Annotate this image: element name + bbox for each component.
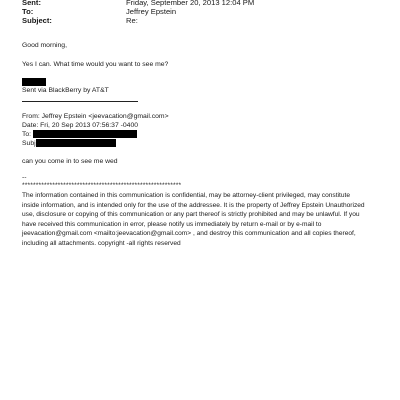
sent-value: Friday, September 20, 2013 12:04 PM (126, 0, 255, 7)
quoted-to-label: To: (22, 131, 32, 138)
redaction-block-sender-name (22, 78, 46, 86)
redaction-block-recipient (33, 130, 137, 138)
quoted-from-line: From: Jeffrey Epstein <jeevacation@gmail.com> (22, 113, 169, 120)
disclaimer-line: The information contained in this communication is confidential, may be attorney-client privileged, may constitute (22, 192, 351, 199)
subject-label: Subject: (22, 16, 52, 25)
sent-row (22, 0, 254, 7)
quoted-date-line: Date: Fri, 20 Sep 2013 07:56:37 -0400 (22, 122, 139, 129)
signature: Sent via BlackBerry by AT&T (22, 87, 109, 94)
disclaimer-line: inside information, and is intended only for the use of the addressee. It is the property of Jeffrey Epstein Unauthorized (22, 201, 365, 209)
redaction-block-subject (36, 139, 116, 147)
subject-row (22, 16, 138, 25)
disclaimer-line: jeevacation@gmail.com <mailto:jeevacation@gmail.com> , and destroy this communication and all copies thereof, (22, 230, 356, 238)
disclaimer-line: including all attachments. copyright -all rights reserved (22, 239, 181, 247)
reply-text: Yes I can. What time would you want to see me? (22, 61, 169, 68)
quoted-to-line (22, 130, 137, 139)
quoted-subject-label: Subj (22, 140, 36, 147)
separator-line (22, 101, 138, 102)
disclaimer-paragraph (22, 191, 378, 249)
quoted-subject-line (22, 139, 116, 148)
sent-label: Sent: (22, 0, 41, 7)
subject-value: Re: (126, 16, 138, 25)
quoted-ellipsis: -- (22, 174, 27, 181)
disclaimer-line: have received this communication in error, please notify us immediately by return e-mail or by e-mail to (22, 220, 322, 228)
disclaimer-stars: ********************************************************** (22, 182, 182, 189)
to-value: Jeffrey Epstein (126, 7, 177, 16)
quoted-message: can you come in to see me wed (22, 158, 118, 165)
to-row (22, 7, 176, 16)
to-label: To: (22, 7, 34, 16)
greeting: Good morning, (22, 42, 67, 49)
disclaimer-line: use, disclosure or copying of this communication or any part thereof is strictly prohibited and may be unlawful. If you (22, 211, 360, 219)
